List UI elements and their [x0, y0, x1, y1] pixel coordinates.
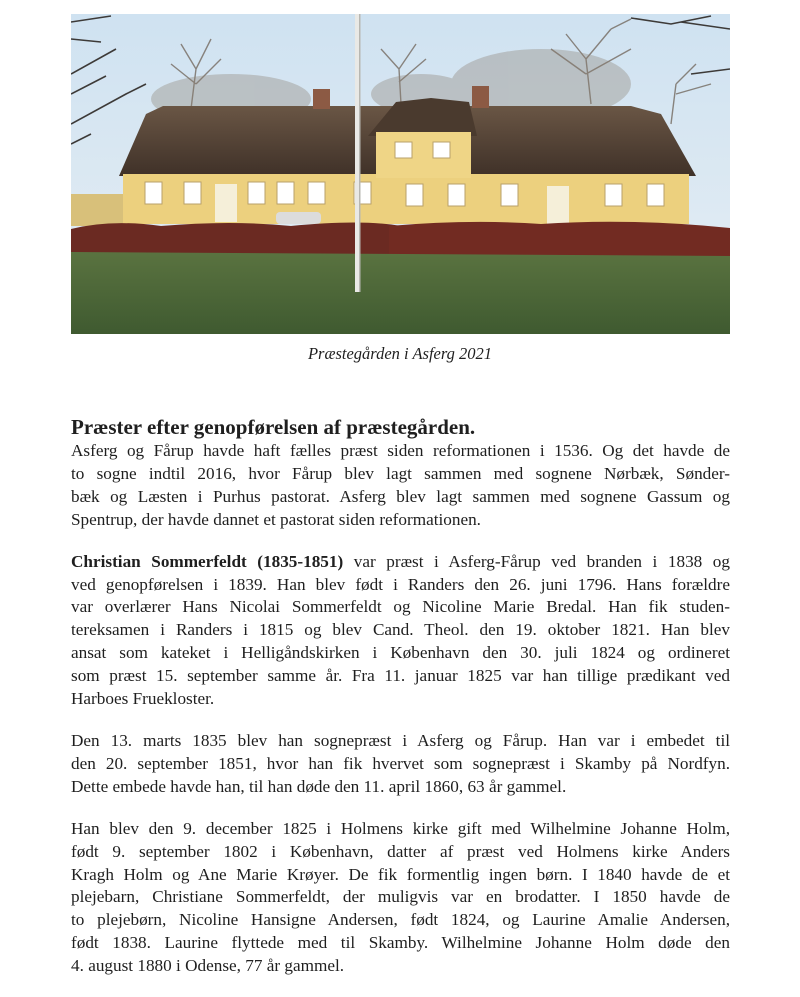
text-line: var overlærer Hans Nicolai Sommerfeldt og Nicoline Marie Bredal. Han fik studen-	[71, 597, 730, 617]
paragraph-appointment	[71, 730, 730, 799]
text-line: Harboes Fruekloster.	[71, 689, 215, 709]
body-text	[71, 440, 730, 997]
text-line: 4. august 1880 i Odense, 77 år gammel.	[71, 956, 345, 976]
text-line: Dette embede havde han, til han døde den 11. april 1860, 63 år gammel.	[71, 776, 567, 796]
text-line: Spentrup, der havde dannet et pastorat siden reformationen.	[71, 509, 481, 529]
paragraph-intro	[71, 440, 730, 532]
text-line	[71, 551, 730, 574]
paragraph-marriage	[71, 818, 730, 978]
text-line: to plejebørn, Nicoline Hansigne Andersen, født 1824, og Laurine Amalie Andersen,	[71, 910, 730, 930]
text-line: født 9. september 1802 i København, datter af præst ved Holmens kirke Anders	[71, 841, 730, 861]
text-line: tereksamen i Randers i 1815 og blev Cand. Theol. den 19. oktober 1821. Han blev	[71, 620, 730, 640]
text-line: ansat som kateket i Helligåndskirken i København den 30. juli 1824 og ordineret	[71, 643, 730, 663]
text-line: som præst 15. september samme år. Fra 11. januar 1825 var han tillige prædikant ved	[71, 666, 730, 686]
text-line: bæk og Læsten i Purhus pastorat. Asferg blev lagt sammen med sognene Gassum og	[71, 486, 730, 506]
text-line: ved genopførelsen i 1839. Han blev født i Randers den 26. juni 1796. Hans forældre	[71, 574, 730, 594]
text-line-rest: var præst i Asferg-Fårup ved branden i 1838 og	[343, 551, 730, 571]
text-line: Den 13. marts 1835 blev han sognepræst i Asferg og Fårup. Han var i embedet til	[71, 730, 730, 750]
priest-name: Christian Sommerfeldt (1835-1851)	[71, 551, 344, 571]
photo-caption: Præstegården i Asferg 2021	[307, 344, 493, 363]
text-line: to sogne indtil 2016, hvor Fårup blev lagt sammen med sognene Nørbæk, Sønder-	[71, 463, 730, 483]
text-line: Asferg og Fårup havde haft fælles præst siden reformationen i 1536. Og det havde de	[71, 441, 730, 460]
parsonage-photo	[71, 14, 730, 334]
thatched-parsonage-photo-icon	[71, 14, 730, 334]
paragraph-sommerfeldt	[71, 551, 730, 711]
text-line: den 20. september 1851, hvor han fik hvervet som sognepræst i Skamby på Nordfyn.	[71, 753, 730, 773]
section-heading: Præster efter genopførelsen af præstegården.	[71, 415, 476, 439]
text-line: plejebarn, Christiane Sommerfeldt, der muligvis var en brodatter. I 1850 havde de	[71, 887, 730, 907]
text-line: Han blev den 9. december 1825 i Holmens kirke gift med Wilhelmine Johanne Holm,	[71, 818, 730, 838]
text-line: Kragh Holm og Ane Marie Krøyer. De fik formentlig ingen børn. I 1840 havde de et	[71, 864, 730, 884]
text-line: født 1838. Laurine flyttede med til Skamby. Wilhelmine Johanne Holm døde den	[71, 933, 730, 953]
